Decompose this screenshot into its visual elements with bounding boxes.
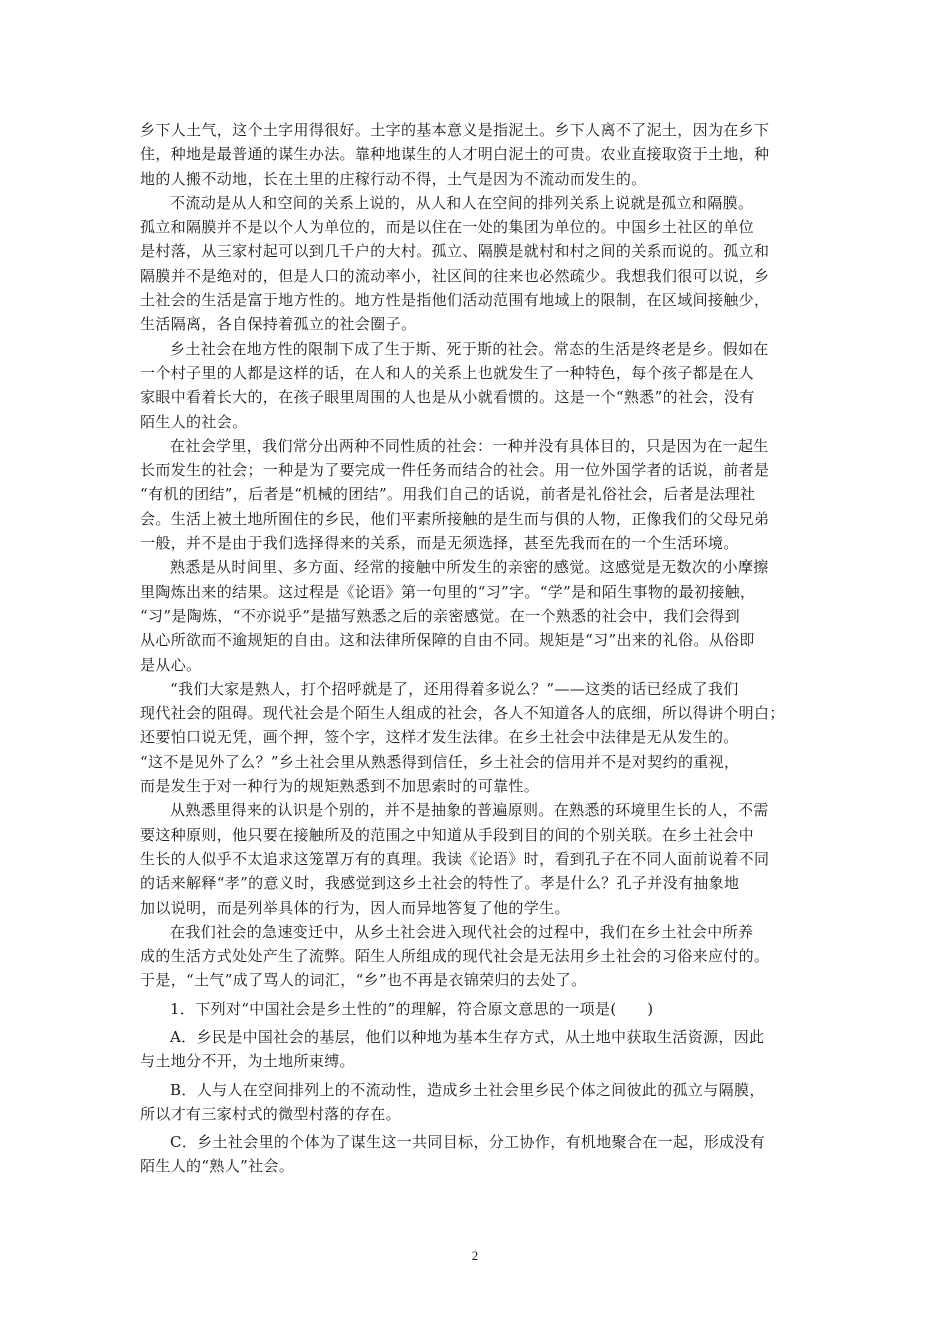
option-line: 陌生人的“熟人”社会。 xyxy=(140,1157,295,1176)
option-line: C．乡土社会里的个体为了谋生这一共同目标，分工协作，有机地聚合在一起，形成没有 xyxy=(170,1133,766,1152)
paragraph-line: 地的人搬不动地，长在土里的庄稼行动不得，土气是因为不流动而发生的。 xyxy=(140,169,647,188)
answer-option xyxy=(140,1130,812,1179)
paragraph-line: “习”是陶炼，“不亦说乎”是描写熟悉之后的亲密感觉。在一个熟悉的社会中，我们会得到 xyxy=(140,606,741,625)
paragraph-line: 从心所欲而不逾规矩的自由。这和法律所保障的自由不同。规矩是“习”出来的礼俗。从俗即 xyxy=(140,631,755,650)
question xyxy=(140,997,812,1179)
paragraph-line: 是村落，从三家村起可以到几千户的大村。孤立、隔膜是就村和村之间的关系而说的。孤立和 xyxy=(140,242,770,261)
paragraph-line: 生活隔离，各自保持着孤立的社会圈子。 xyxy=(140,315,417,334)
paragraph-line: 加以说明，而是列举具体的行为，因人而异地答复了他的学生。 xyxy=(140,898,570,917)
paragraph-line: 现代社会的阻碍。现代社会是个陌生人组成的社会，各人不知道各人的底细，所以得讲个明白； xyxy=(140,704,785,723)
paragraph-line: 家眼中看着长大的，在孩子眼里周围的人也是从小就看惯的。这是一个“熟悉”的社会，没有 xyxy=(140,388,755,407)
passage-paragraph xyxy=(140,555,812,676)
paragraph-line: 是从心。 xyxy=(140,655,202,674)
page-body xyxy=(140,118,812,1179)
passage xyxy=(140,118,812,993)
paragraph-line: 的话来解释“孝”的意义时，我感觉到这乡土社会的特性了。孝是什么？孔子并没有抽象地 xyxy=(140,874,740,893)
paragraph-line: 土社会的生活是富于地方性的。地方性是指他们活动范围有地域上的限制，在区域间接触少， xyxy=(140,291,770,310)
passage-paragraph xyxy=(140,798,812,919)
answer-option xyxy=(140,1025,812,1074)
paragraph-line: 隔膜并不是绝对的，但是人口的流动率小，社区间的往来也必然疏少。我想我们很可以说，乡 xyxy=(140,266,770,285)
passage-paragraph xyxy=(140,191,812,337)
paragraph-line: “有机的团结”，后者是“机械的团结”。用我们自己的话说，前者是礼俗社会，后者是法理社 xyxy=(140,485,756,504)
paragraph-line: 还要怕口说无凭，画个押，签个字，这样才发生法律。在乡土社会中法律是无从发生的。 xyxy=(140,728,739,747)
passage-paragraph xyxy=(140,118,812,191)
option-line: 所以才有三家村式的微型村落的存在。 xyxy=(140,1104,401,1123)
paragraph-line: 一个村子里的人都是这样的话，在人和人的关系上也就发生了一种特色，每个孩子都是在人 xyxy=(140,363,755,382)
paragraph-line: 熟悉是从时间里、多方面、经常的接触中所发生的亲密的感觉。这感觉是无数次的小摩擦 xyxy=(170,558,769,577)
paragraph-line: 会。生活上被土地所囿住的乡民，他们平素所接触的是生而与俱的人物，正像我们的父母兄弟 xyxy=(140,509,770,528)
option-line: B．人与人在空间排列上的不流动性，造成乡土社会里乡民个体之间彼此的孤立与隔膜， xyxy=(170,1080,765,1099)
paragraph-line: 长而发生的社会；一种是为了要完成一件任务而结合的社会。用一位外国学者的话说，前者是 xyxy=(140,461,770,480)
paragraph-line: 住，种地是最普通的谋生办法。靠种地谋生的人才明白泥土的可贵。农业直接取资于土地，种 xyxy=(140,145,770,164)
paragraph-line: 不流动是从人和空间的关系上说的，从人和人在空间的排列关系上说就是孤立和隔膜。 xyxy=(170,193,754,212)
answer-option xyxy=(140,1078,812,1127)
paragraph-line: 一般，并不是由于我们选择得来的关系，而是无须选择，甚至先我而在的一个生活环境。 xyxy=(140,534,739,553)
passage-paragraph xyxy=(140,677,812,798)
paragraph-line: “我们大家是熟人，打个招呼就是了，还用得着多说么？”——这类的话已经成了我们 xyxy=(170,679,739,698)
page-number: 2 xyxy=(471,1248,479,1263)
option-line: 与土地分不开，为土地所束缚。 xyxy=(140,1052,355,1071)
passage-paragraph xyxy=(140,920,812,993)
paragraph-line: 而是发生于对一种行为的规矩熟悉到不加思索时的可靠性。 xyxy=(140,777,540,796)
passage-paragraph xyxy=(140,434,812,555)
paragraph-line: 要这种原则，他只要在接触所及的范围之中知道从手段到目的间的个别关联。在乡土社会中 xyxy=(140,825,755,844)
paragraph-line: “这不是见外了么？”乡土社会里从熟悉得到信任，乡土社会的信用并不是对契约的重视， xyxy=(140,752,740,771)
paragraph-line: 乡土社会在地方性的限制下成了生于斯、死于斯的社会。常态的生活是终老是乡。假如在 xyxy=(170,339,769,358)
question-options xyxy=(140,1025,812,1179)
option-line: A．乡民是中国社会的基层，他们以种地为基本生存方式，从土地中获取生活资源，因此 xyxy=(170,1027,765,1046)
paragraph-line: 里陶炼出来的结果。这过程是《论语》第一句里的“习”字。“学”是和陌生事物的最初接触， xyxy=(140,582,756,601)
paragraph-line: 陌生人的社会。 xyxy=(140,412,248,431)
paragraph-line: 乡下人土气，这个土字用得很好。土字的基本意义是指泥土。乡下人离不了泥土，因为在乡下 xyxy=(140,121,770,139)
paragraph-line: 在社会学里，我们常分出两种不同性质的社会：一种并没有具体目的，只是因为在一起生 xyxy=(170,436,769,455)
question-stem: 1．下列对“中国社会是乡土性的”的理解，符合原文意思的一项是( ) xyxy=(170,999,654,1018)
paragraph-line: 从熟悉里得来的认识是个别的，并不是抽象的普遍原则。在熟悉的环境里生长的人，不需 xyxy=(170,801,769,820)
paragraph-line: 孤立和隔膜并不是以个人为单位的，而是以住在一处的集团为单位的。中国乡土社区的单位 xyxy=(140,218,755,237)
paragraph-line: 成的生活方式处处产生了流弊。陌生人所组成的现代社会是无法用乡土社会的习俗来应付的。 xyxy=(140,947,770,966)
paragraph-line: 于是，“土气”成了骂人的词汇，“乡”也不再是衣锦荣归的去处了。 xyxy=(140,971,587,990)
paragraph-line: 生长的人似乎不太追求这笼罩万有的真理。我读《论语》时，看到孔子在不同人面前说着不同 xyxy=(140,849,770,868)
paragraph-line: 在我们社会的急速变迁中，从乡土社会进入现代社会的过程中，我们在乡土社会中所养 xyxy=(170,922,754,941)
passage-paragraph xyxy=(140,337,812,434)
